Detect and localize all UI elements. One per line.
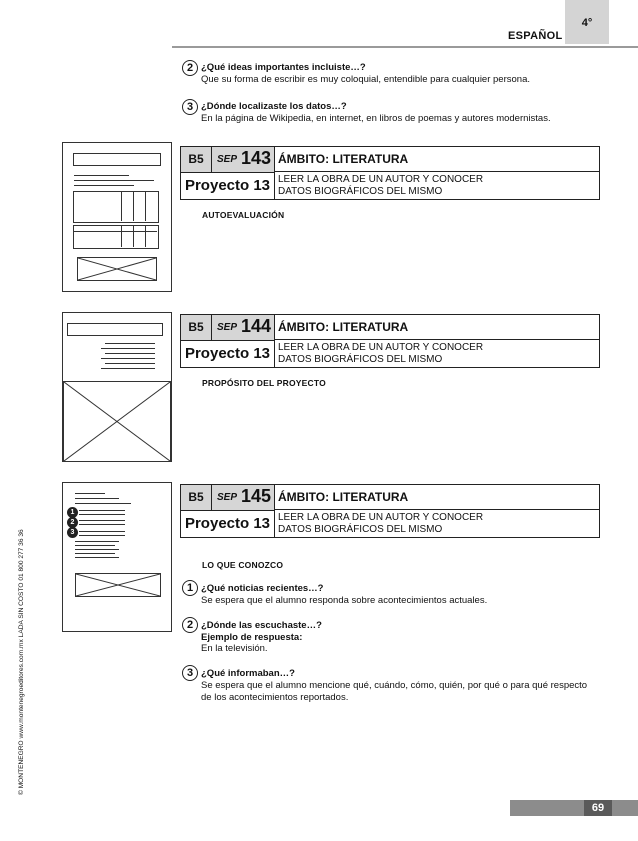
project-title-line2: DATOS BIOGRÁFICOS DEL MISMO (278, 524, 443, 535)
section-heading: AUTOEVALUACIÓN (202, 210, 285, 220)
project-label: Proyecto 13 (181, 173, 275, 199)
question-text: ¿Dónde localizaste los datos…? (201, 101, 347, 112)
block-label: B5 (181, 485, 212, 511)
question-text: ¿Qué ideas importantes incluiste…? (201, 62, 366, 73)
footer-bar (510, 800, 638, 816)
sep-page-number: 145 (241, 486, 272, 506)
project-title-line2: DATOS BIOGRÁFICOS DEL MISMO (278, 186, 443, 197)
question-text: ¿Qué noticias recientes…? (201, 583, 324, 594)
ambito-label: ÁMBITO: LITERATURA (275, 485, 599, 510)
ambito-label: ÁMBITO: LITERATURA (275, 315, 599, 340)
question-number: 3 (67, 527, 78, 538)
answer-text-continued: de los acontecimientos reportados. (201, 692, 349, 703)
answer-text: En la televisión. (201, 643, 268, 654)
lesson-header (180, 314, 600, 368)
answer-text: En la página de Wikipedia, en internet, en libros de poemas y autores modernistas. (201, 113, 551, 124)
ambito-label: ÁMBITO: LITERATURA (275, 147, 599, 172)
answer-text: Que su forma de escribir es muy coloquial, entendible para cualquier persona. (201, 74, 530, 85)
answer-text: Se espera que el alumno mencione qué, cuándo, cómo, quién, por qué o para qué respecto (201, 680, 588, 691)
subject-label: ESPAÑOL (508, 30, 563, 42)
project-title-line1: LEER LA OBRA DE UN AUTOR Y CONOCER (278, 512, 484, 523)
question-number: 3 (182, 665, 198, 681)
page-number: 69 (584, 800, 612, 816)
header-rule (172, 46, 638, 48)
project-title-line1: LEER LA OBRA DE UN AUTOR Y CONOCER (278, 342, 484, 353)
question-number: 2 (182, 617, 198, 633)
page-thumbnail (62, 482, 172, 632)
question-text: ¿Dónde las escuchaste…? (201, 620, 322, 631)
answer-text: Se espera que el alumno responda sobre acontecimientos actuales. (201, 595, 488, 606)
question-text: ¿Qué informaban…? (201, 668, 295, 679)
question-number: 1 (67, 507, 78, 518)
block-label: B5 (181, 315, 212, 341)
publisher-side-text: © MONTENEGRO www.montenegroeditores.com.mx LADA SIN COSTO 01 800 277 36 36 (18, 529, 25, 795)
sep-label: SEP (217, 322, 238, 333)
page-thumbnail (62, 142, 172, 292)
sep-label: SEP (217, 492, 238, 503)
block-label: B5 (181, 147, 212, 173)
question-number: 2 (67, 517, 78, 528)
grade-tab: 4° (565, 0, 609, 44)
project-title-line1: LEER LA OBRA DE UN AUTOR Y CONOCER (278, 174, 484, 185)
question-number: 2 (182, 60, 198, 76)
example-label: Ejemplo de respuesta: (201, 632, 303, 643)
lesson-header (180, 484, 600, 538)
lesson-header (180, 146, 600, 200)
section-heading: PROPÓSITO DEL PROYECTO (202, 378, 326, 388)
question-number: 3 (182, 99, 198, 115)
section-heading: LO QUE CONOZCO (202, 560, 284, 570)
question-number: 1 (182, 580, 198, 596)
sep-label: SEP (217, 154, 238, 165)
sep-page-number: 143 (241, 148, 272, 168)
page-thumbnail (62, 312, 172, 462)
sep-page-number: 144 (241, 316, 272, 336)
project-label: Proyecto 13 (181, 511, 275, 537)
project-label: Proyecto 13 (181, 341, 275, 367)
project-title-line2: DATOS BIOGRÁFICOS DEL MISMO (278, 354, 443, 365)
